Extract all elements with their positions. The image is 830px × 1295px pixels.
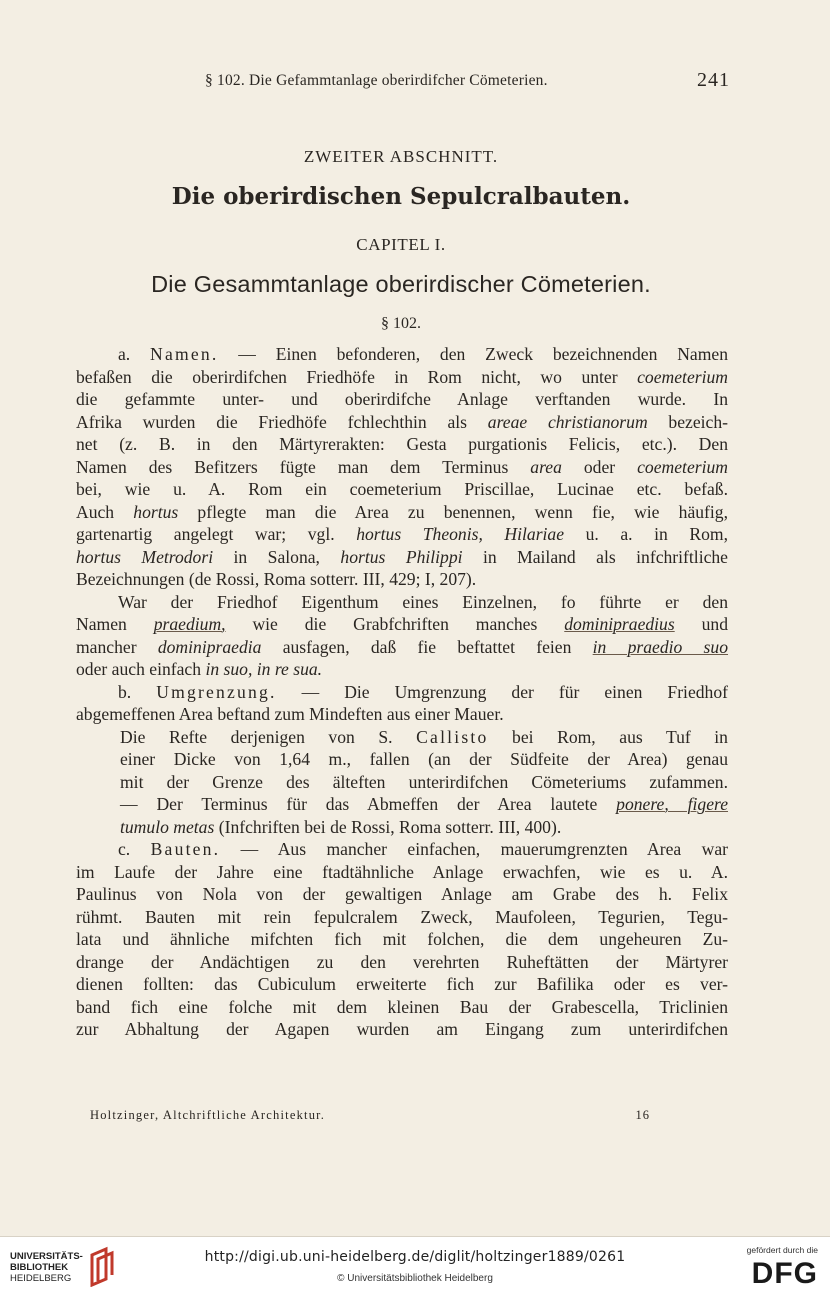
text-run: Afrika wurden die Friedhöfe fchlechthin als (76, 411, 488, 432)
text-line (76, 703, 728, 726)
text-run: befaßen die oberirdifchen Friedhöfe in Rom nicht, wo unter (76, 366, 638, 387)
text-run: dienen follten: das Cubiculum erweiterte fich zur Bafilika oder es ver- (76, 974, 728, 994)
spaced-heading-word: Callisto (416, 726, 489, 747)
text-run: — Der Terminus für das Abmeffen der Area lautete (120, 794, 617, 814)
text-line (76, 636, 728, 659)
italic-term: coemeterium (637, 456, 728, 477)
text-run: abgemeffenen Area beftand zum Mindeften aus einer Mauer. (76, 704, 504, 724)
text-line (76, 478, 728, 501)
spaced-heading-word: Bauten. (150, 839, 221, 859)
text-run: oder auch einfach (76, 659, 206, 679)
text-line (76, 568, 728, 591)
text-line (76, 546, 728, 569)
text-line (76, 973, 728, 996)
library-name-line3: HEIDELBERG (10, 1273, 72, 1284)
text-run: Bezeichnungen (de Rossi, Roma sotterr. III, 429; I, 207). (76, 569, 477, 589)
text-run: oder (561, 456, 638, 477)
text-line (76, 658, 728, 681)
text-run: b. (118, 681, 157, 702)
text-line (76, 411, 728, 434)
permalink-url[interactable]: http://digi.ub.uni-heidelberg.de/diglit/holtzinger1889/0261 (204, 1249, 626, 1265)
italic-term: hortus Metrodori (76, 546, 214, 567)
text-run: a. (118, 344, 151, 364)
text-run: wie die Grabfchriften manches (225, 614, 565, 634)
text-run: im Laufe der Jahre eine ftadtähnliche Anlage erwachfen, wie es u. A. (76, 861, 728, 882)
section-title: Die oberirdischen Sepulcralbauten. (171, 183, 631, 210)
text-run: mancher (76, 636, 158, 657)
text-line (76, 433, 728, 456)
text-line (76, 1018, 728, 1041)
text-line (76, 388, 728, 411)
text-line (76, 883, 728, 906)
text-run: in Salona, (213, 546, 341, 567)
text-run: pflegte man die Area zu benennen, wenn fie, wie häufig, (178, 501, 728, 522)
italic-term: praedium, (153, 614, 226, 634)
text-line (76, 366, 728, 389)
text-line (76, 928, 728, 951)
text-run: (Infchriften bei de Rossi, Roma sotterr. III, 400). (214, 816, 562, 837)
text-run: Namen (76, 614, 154, 634)
italic-term: dominipraedia (157, 636, 262, 657)
text-run: band fich eine folche mit dem kleinen Bau der Grabescella, Triclinien (76, 996, 728, 1017)
text-line (76, 816, 728, 839)
text-run: lata und ähnliche mifchten fich mit folchen, die dem ungeheuren Zu- (76, 929, 728, 949)
italic-term: areae christianorum (487, 411, 648, 432)
text-line (76, 861, 728, 884)
text-line (76, 771, 728, 794)
text-run: bei, wie u. A. Rom ein coemeterium Priscillae, Lucinae etc. befaß. (76, 479, 728, 499)
text-line (76, 501, 728, 524)
footer-author-title: Holtzinger, Altchriftliche Architektur. (90, 1108, 326, 1122)
text-run: in Mailand als infchriftliche (462, 546, 728, 567)
text-run: gartenartig angelegt war; vgl. (76, 524, 357, 544)
text-run: und (674, 614, 728, 634)
text-line (76, 838, 728, 861)
text-run: c. (118, 839, 151, 859)
spaced-heading-word: Umgrenzung. (156, 681, 277, 702)
text-run: Namen des Befitzers fügte man dem Terminus (76, 456, 531, 477)
text-line (76, 591, 728, 614)
text-line (76, 343, 728, 366)
running-head-title: § 102. Die Gefammtanlage oberirdifcher Cömeterien. (205, 72, 548, 89)
text-run: — Die Umgrenzung der für einen Friedhof (276, 681, 729, 702)
body-text (76, 343, 728, 1041)
text-run: zur Abhaltung der Agapen wurden am Eingang zum unterirdifchen (76, 1019, 728, 1039)
italic-term: dominipraedius (564, 614, 675, 634)
italic-term: coemeterium (637, 366, 728, 387)
text-run: ausfagen, daß fie beftattet feien (261, 636, 593, 657)
paragraph-number: § 102. (381, 315, 421, 332)
text-line (76, 456, 728, 479)
text-line (76, 793, 728, 816)
italic-term: tumulo metas (120, 816, 215, 837)
library-name-line2: BIBLIOTHEK (10, 1262, 69, 1273)
spaced-heading-word: Namen. (150, 344, 219, 364)
italic-term: in praedio suo (592, 636, 729, 657)
text-run: net (z. B. in den Märtyrerakten: Gesta purgationis Felicis, etc.). Den (76, 434, 728, 454)
sheet-signature: 16 (635, 1108, 650, 1122)
text-run: drange der Andächtigen zu den verehrten Ruheftätten der Märtyrer (76, 951, 728, 972)
viewer-footer-bar (0, 1236, 830, 1295)
italic-term: ponere, figere (616, 794, 729, 814)
page-number: 241 (697, 69, 730, 91)
italic-term: area (530, 456, 562, 477)
text-line (76, 681, 728, 704)
text-line (76, 951, 728, 974)
text-run: rühmt. Bauten mit rein fepulcralem Zweck, Maufoleen, Tegurien, Tegu- (76, 906, 728, 927)
text-run: Auch (76, 501, 134, 522)
chapter-title: Die Gesammtanlage oberirdischer Cömeterien. (151, 271, 651, 297)
text-run: Paulinus von Nola von der gewaltigen Anlage am Grabe des h. Felix (76, 884, 728, 904)
text-run: einer Dicke von 1,64 m., fallen (an der Südfeite der Area) genau (120, 749, 728, 769)
italic-term: in suo, in re sua. (205, 659, 323, 679)
text-run: — Einen befonderen, den Zweck bezeichnenden Namen (218, 344, 729, 364)
text-run: die gefammte unter- und oberirdifche Anlage verftanden wurde. In (76, 389, 728, 409)
text-line (76, 523, 728, 546)
text-run: — Aus mancher einfachen, mauerumgrenzten Area war (220, 839, 729, 859)
text-line (76, 906, 728, 929)
text-run: mit der Grenze des älteften unterirdifchen Cömeteriums zufammen. (120, 771, 728, 792)
italic-term: hortus Philippi (340, 546, 463, 567)
running-head (205, 69, 730, 96)
text-run: bezeich- (647, 411, 728, 432)
italic-term: hortus Theonis, Hilariae (356, 524, 565, 544)
page-footer (90, 1108, 650, 1123)
text-run: bei Rom, aus Tuf in (488, 726, 728, 747)
dfg-logo: DFG (751, 1257, 818, 1290)
text-run: u. a. in Rom, (564, 524, 729, 544)
library-name-line1: UNIVERSITÄTS- (10, 1251, 83, 1262)
chapter-label: CAPITEL I. (356, 235, 446, 254)
text-run: War der Friedhof Eigenthum eines Einzelnen, fo führte er den (118, 591, 728, 612)
text-run: Die Refte derjenigen von S. (120, 726, 417, 747)
text-line (76, 726, 728, 749)
copyright-notice: © Universitätsbibliothek Heidelberg (337, 1273, 493, 1284)
italic-term: hortus (133, 501, 179, 522)
text-line (76, 613, 728, 636)
funded-by-label: gefördert durch die (746, 1245, 818, 1255)
section-label: ZWEITER ABSCHNITT. (303, 147, 499, 166)
text-line (76, 996, 728, 1019)
text-line (76, 748, 728, 771)
